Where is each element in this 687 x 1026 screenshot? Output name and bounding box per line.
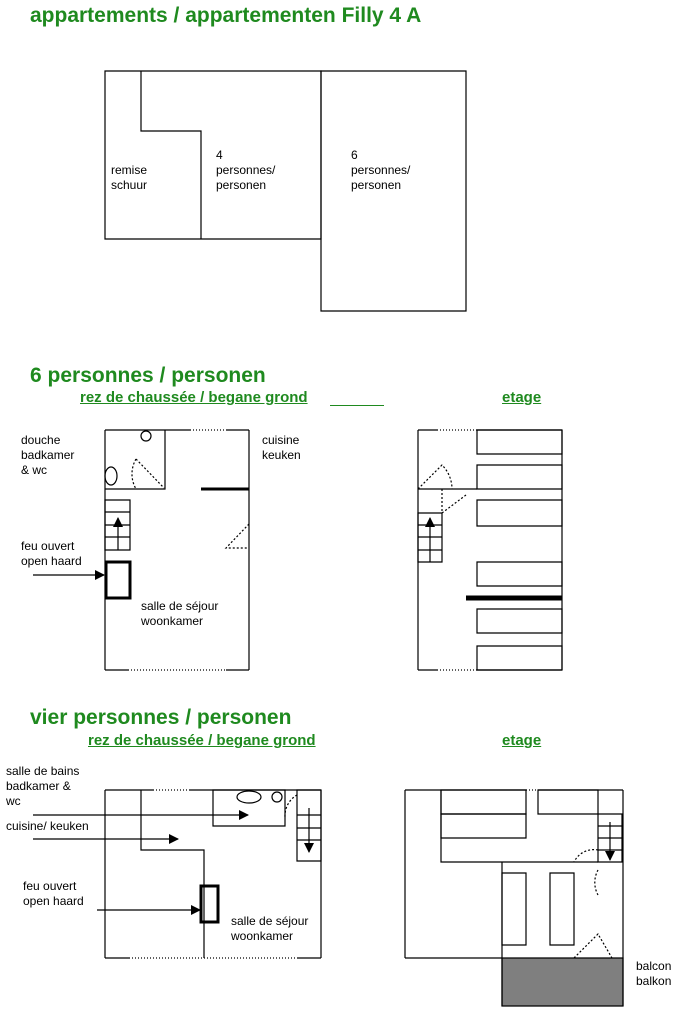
overview-plan [105, 71, 466, 311]
six-ground-floor-title: rez de chaussée / begane grond [80, 389, 308, 406]
balcony-area [502, 958, 623, 1006]
four-living-label: salle de séjour woonkamer [231, 914, 309, 943]
four-balcony-label: balcon balkon [636, 959, 672, 988]
four-upper-plan [405, 790, 623, 1006]
four-bath-label: salle de bains badkamer & wc [6, 764, 80, 808]
six-upper-plan [418, 430, 562, 670]
page-title: appartements / appartementen Filly 4 A [30, 4, 422, 27]
overview-left-block [105, 71, 321, 239]
overview-six-label: personnes/ personen [351, 163, 411, 192]
overview-right-block [321, 71, 466, 311]
six-living-label: salle de séjour woonkamer [141, 599, 219, 628]
six-shower-label: douche badkamer & wc [21, 433, 75, 477]
six-persons-title: 6 personnes / personen [30, 364, 266, 387]
six-ground-plan [33, 430, 249, 670]
overview-four-count: 4 [216, 148, 223, 162]
six-kitchen-label: cuisine keuken [262, 433, 301, 462]
four-upper-floor-title: etage [502, 732, 542, 749]
six-fireplace-label: feu ouvert open haard [21, 539, 82, 568]
four-kitchen-label: cuisine/ keuken [6, 819, 89, 833]
overview-six-count: 6 [351, 148, 358, 162]
overview-storage-label: remise schuur [111, 163, 148, 192]
four-ground-floor-title: rez de chaussée / begane grond [88, 732, 316, 749]
overview-storage-wall [141, 71, 201, 239]
four-ground-plan [33, 790, 321, 958]
overview-four-label: personnes/ personen [216, 163, 276, 192]
six-upper-floor-title: etage [502, 389, 542, 406]
four-fireplace-label: feu ouvert open haard [23, 879, 84, 908]
four-persons-title: vier personnes / personen [30, 706, 292, 729]
